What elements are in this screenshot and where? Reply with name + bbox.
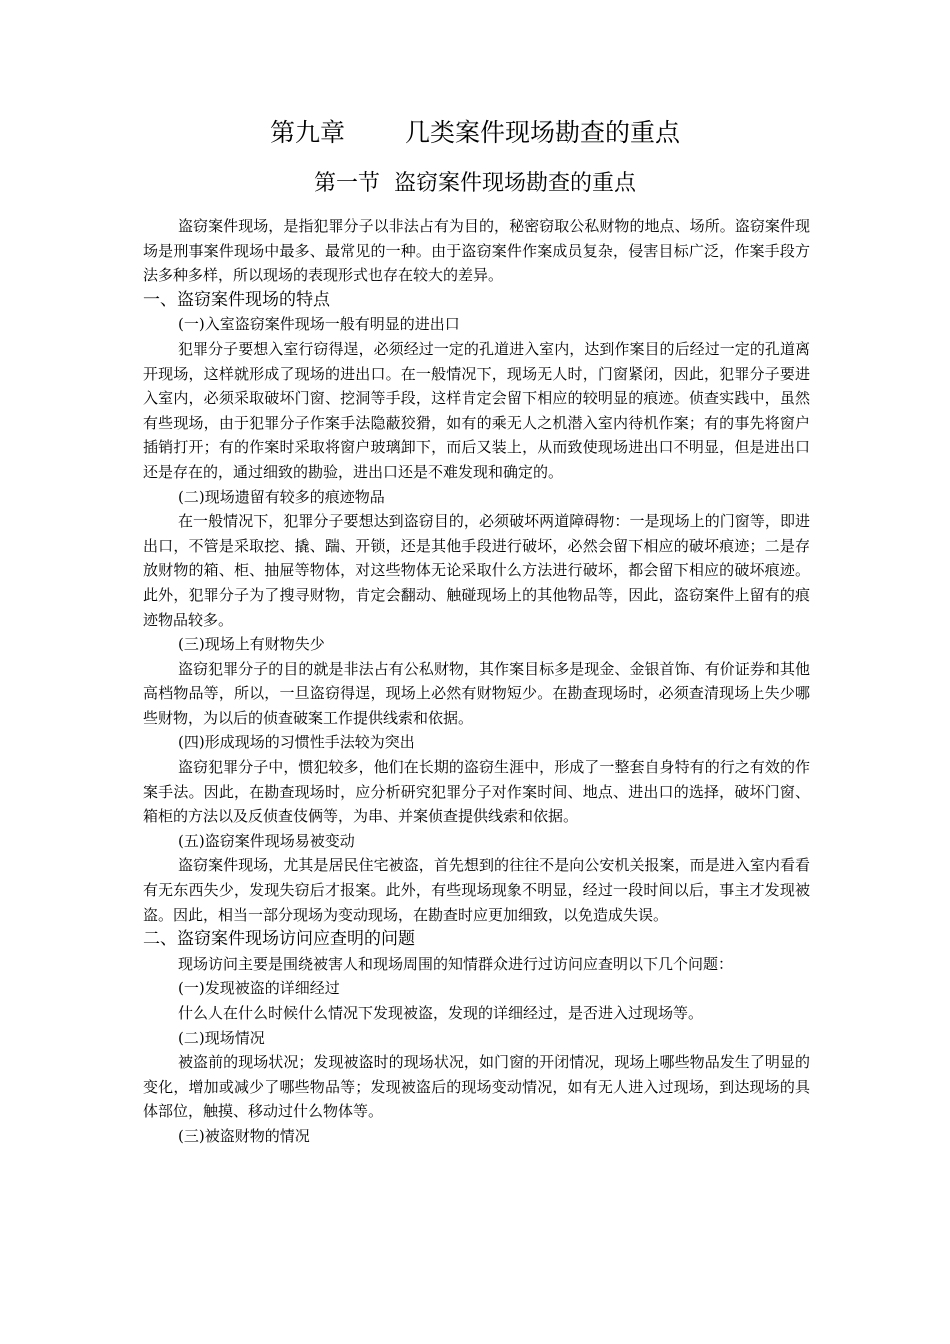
paragraph: 盗窃犯罪分子的目的就是非法占有公私财物，其作案目标多是现金、金银首饰、有价证券和其他高档物品等，所以，一旦盗窃得逞，现场上必然有财物短少。在勘查现场时，必须查清现场上失少哪些财物，为以后的侦查破案工作提供线索和依据。: [143, 659, 810, 727]
paragraph: 盗窃犯罪分子中，惯犯较多，他们在长期的盗窃生涯中，形成了一整套自身特有的行之有效的作案手法。因此，在勘查现场时，应分析研究犯罪分子对作案时间、地点、进出口的选择，破坏门窗、箱柜的方法以及反侦查伎俩等，为串、并案侦查提供线索和依据。: [143, 758, 810, 826]
section-title: 第一节 盗窃案件现场勘查的重点: [314, 171, 636, 196]
subheading: (三)现场上有财物失少: [178, 635, 325, 654]
paragraph: 现场访问主要是围绕被害人和现场周围的知情群众进行过访问应查明以下几个问题：: [178, 954, 734, 973]
subheading: (一)入室盗窃案件现场一般有明显的进出口: [178, 315, 460, 334]
paragraph: 被盗前的现场状况；发现被盗时的现场状况，如门窗的开闭情况，现场上哪些物品发生了明显的变化，增加或减少了哪些物品等；发现被盗后的现场变动情况，如有无人进入过现场，到达现场的具体部位，触摸、移动过什么物体等。: [143, 1053, 810, 1121]
subheading: (一)发现被盗的详细经过: [178, 979, 340, 998]
paragraph: 在一般情况下，犯罪分子要想达到盗窃目的，必须破坏两道障碍物：一是现场上的门窗等，即进出口，不管是采取挖、撬、踹、开锁，还是其他手段进行破坏，必然会留下相应的破坏痕迹；二是存放财物的箱、柜、抽屉等物体，对这些物体无论采取什么方法进行破坏，都会留下相应的破坏痕迹。此外，犯罪分子为了搜寻财物，肯定会翻动、触碰现场上的其他物品等，因此，盗窃案件上留有的痕迹物品较多。: [143, 512, 810, 629]
paragraph: 犯罪分子要想入室行窃得逞，必须经过一定的孔道进入室内，达到作案目的后经过一定的孔道离开现场，这样就形成了现场的进出口。在一般情况下，现场无人时，门窗紧闭，因此，犯罪分子要进入室内，必须采取破坏门窗、挖洞等手段，这样肯定会留下相应的较明显的痕迹。侦查实践中，虽然有些现场，由于犯罪分子作案手法隐蔽狡猾，如有的乘无人之机潜入室内待机作案；有的事先将窗户插销打开；有的作案时采取将窗户玻璃卸下，而后又装上，从而致使现场进出口不明显，但是进出口还是存在的，通过细致的勘验，进出口还是不难发现和确定的。: [143, 339, 810, 481]
subheading: (二)现场遗留有较多的痕迹物品: [178, 487, 385, 506]
heading-characteristics: 一、盗窃案件现场的特点: [143, 289, 330, 310]
subheading: (二)现场情况: [178, 1028, 265, 1047]
document-body: [143, 214, 810, 1149]
subheading: (五)盗窃案件现场易被变动: [178, 831, 355, 850]
paragraph: 盗窃案件现场，是指犯罪分子以非法占有为目的，秘密窃取公私财物的地点、场所。盗窃案件现场是刑事案件现场中最多、最常见的一种。由于盗窃案件作案成员复杂，侵害目标广泛，作案手段方法多种多样，所以现场的表现形式也存在较大的差异。: [143, 217, 810, 285]
chapter-name: 几类案件现场勘查的重点: [405, 118, 681, 147]
chapter-title: [0, 116, 950, 150]
chapter-number: 第九章: [269, 118, 345, 147]
heading-inquiry: 二、盗窃案件现场访问应查明的问题: [143, 929, 415, 950]
subheading: (三)被盗财物的情况: [178, 1126, 310, 1145]
paragraph: 盗窃案件现场，尤其是居民住宅被盗，首先想到的往往不是向公安机关报案，而是进入室内看看有无东西失少，发现失窃后才报案。此外，有些现场现象不明显，经过一段时间以后，事主才发现被盗。因此，相当一部分现场为变动现场，在勘查时应更加细致，以免造成失误。: [143, 856, 810, 924]
subheading: (四)形成现场的习惯性手法较为突出: [178, 733, 415, 752]
paragraph: 什么人在什么时候什么情况下发现被盗，发现的详细经过，是否进入过现场等。: [178, 1004, 704, 1022]
